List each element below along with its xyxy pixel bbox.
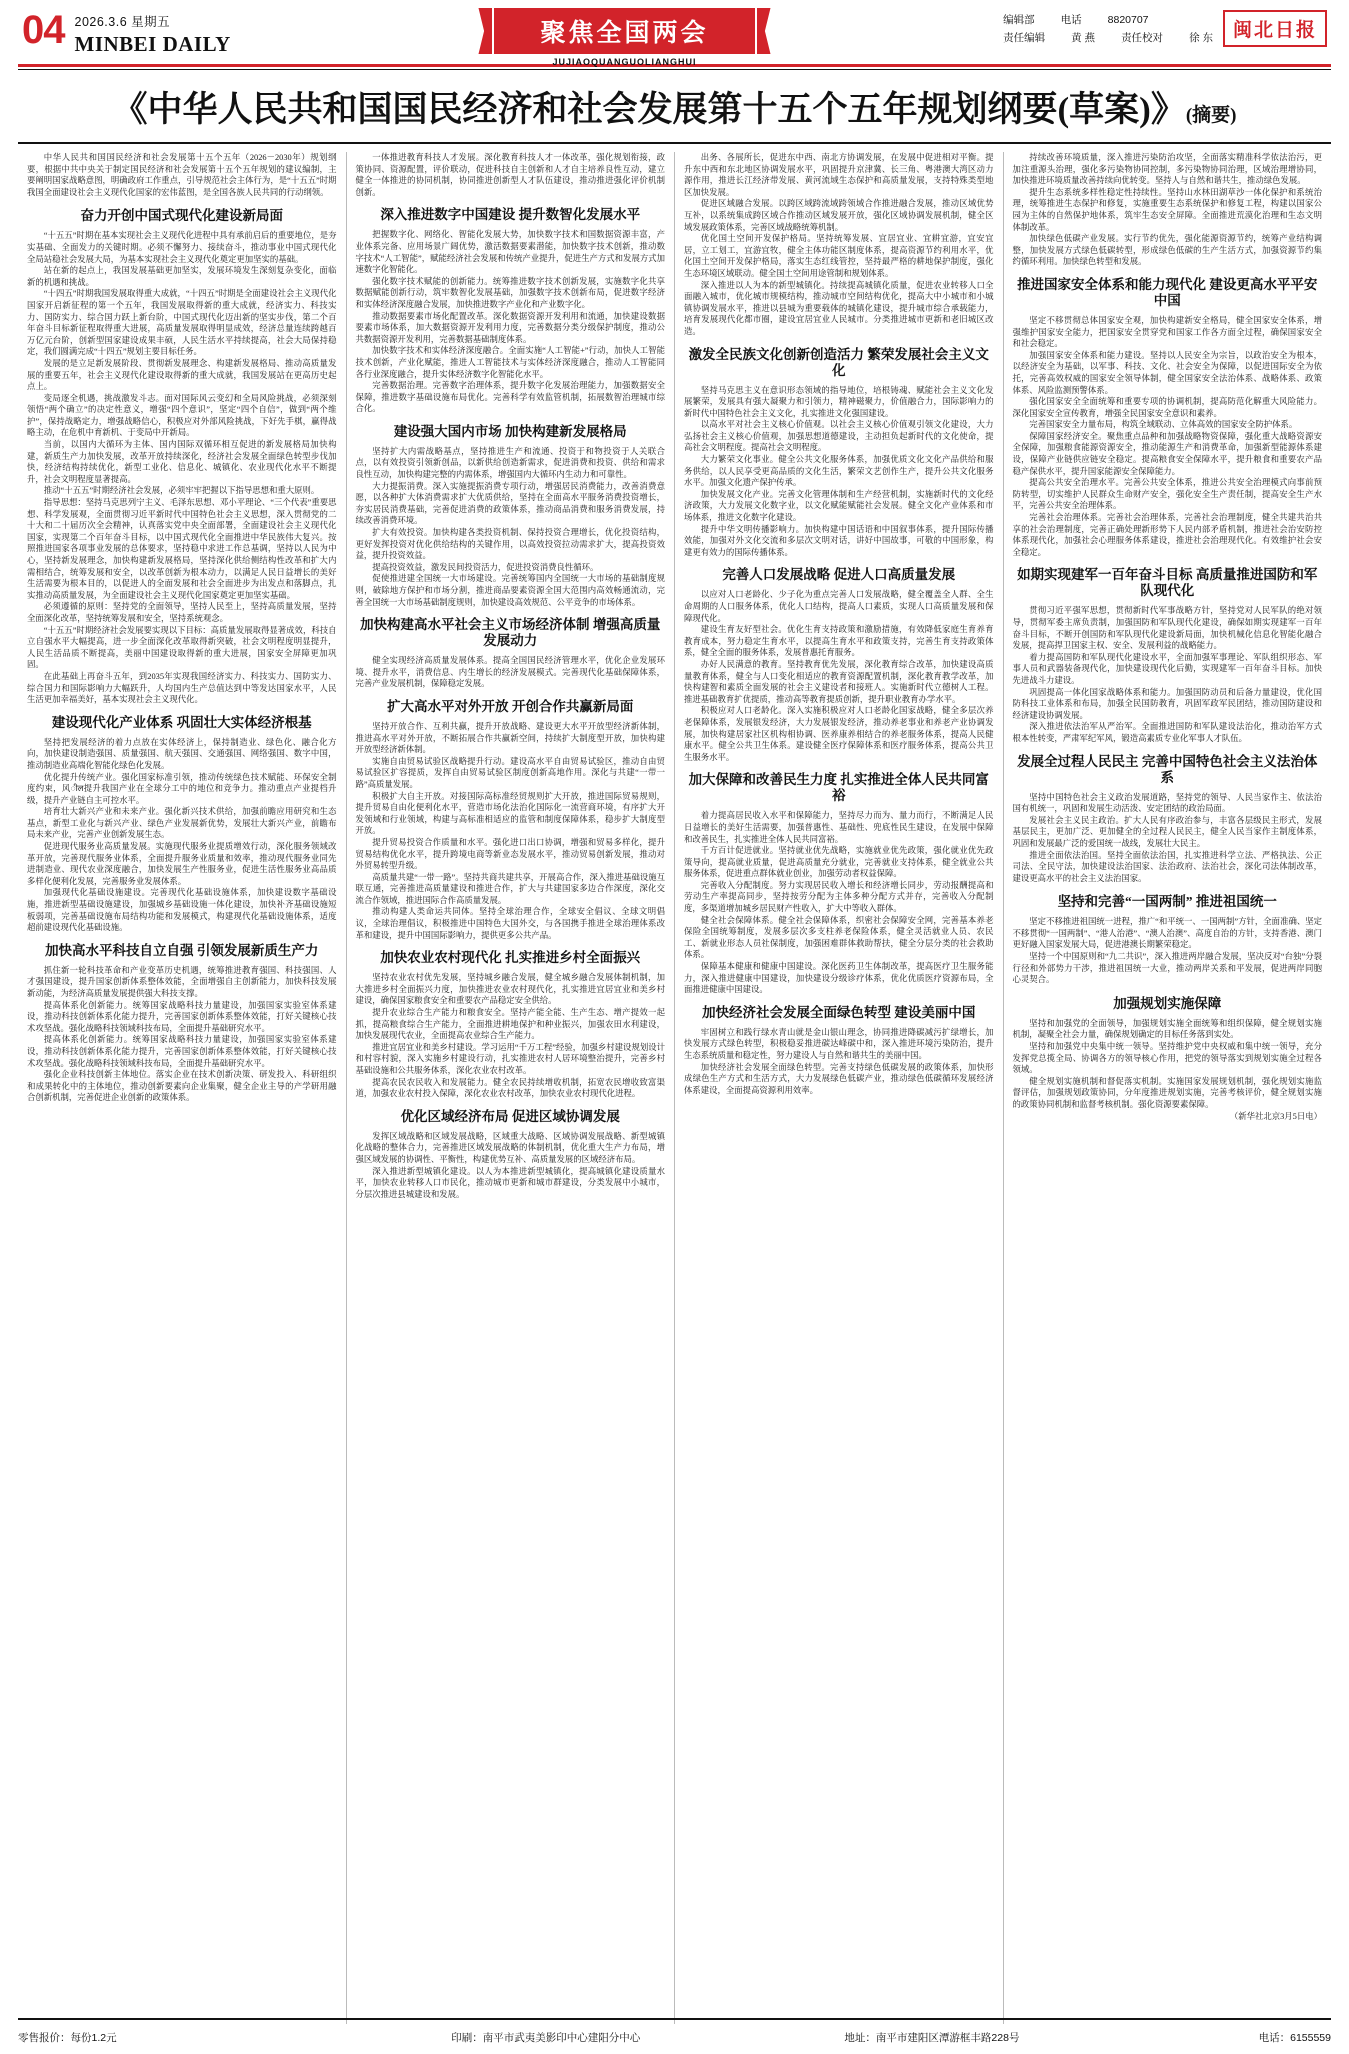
paragraph: 推动构建人类命运共同体。坚持全球治理合作，全球安全倡议、全球文明倡议，全球治理倡议，积极推进中国特色大国外交，与各国携手推进全球治理体系改革和建设，提升中国国际影响力，提供更多公共产品。 (355, 907, 665, 940)
paragraph: 坚持农业农村优先发展，坚持城乡融合发展，健全城乡融合发展体制机制，加大推进乡村全面振兴力度，加快推进农业农村现代化，扎实推进宜居宜业和美乡村建设，确保国家粮食安全和重要农产品稳定安全供给。 (355, 973, 665, 1006)
paragraph: 着力提高国防和军队现代化建设水平，全面加强军事理论、军队组织形态、军事人员和武器装备现代化，加快建设现代化后勤，实现建军一百年奋斗目标。加快先进战斗力建设。 (1012, 652, 1322, 685)
paragraph: 把握数字化、网络化、智能化发展大势，加快数字技术和国数据资源丰富，产业体系完备、应用场景广阔优势，激活数据要素潜能，加快数字技术创新，推动数字技术“人工智能”，赋能经济社会发展和传统产业提升，促进生产方式和发展方式加速数字化智能化。 (355, 230, 665, 275)
section-heading-8: 加快农业农村现代化 扎实推进乡村全面振兴 (380, 950, 641, 966)
footer-phone: 电话：6155559 (1258, 2031, 1331, 2044)
masthead-right (927, 10, 1327, 47)
paragraph: 完善数据治理。完善数字治理体系，提升数字化发展治理能力，加强数据安全保障，推进数字基础设施布局优化。完善科学有效监管机制，拓展数智治理城市综合化。 (355, 381, 665, 414)
paragraph: 着力提高居民收入水平和保障能力，坚持尽力而为、量力而行，不断满足人民日益增长的美好生活需要，加强普惠性、基础性、兜底性民生建设，在发展中保障和改善民生，扎实推进全体人民共同富裕。 (684, 811, 994, 844)
section-heading-13: 加快经济社会发展全面绿色转型 建设美丽中国 (702, 1004, 976, 1020)
column-1 (18, 152, 347, 2024)
paragraph: 以应对人口老龄化、少子化为重点完善人口发展战略，健全覆盖全人群、全生命周期的人口服务体系，优化人口结构，提高人口素质，实现人口高质量发展和保障现代化。 (684, 590, 994, 623)
footer-printing: 印刷：南平市武夷美影印中心建阳分中心 (451, 2031, 641, 2044)
section-heading-10: 激发全民族文化创新创造活力 繁荣发展社会主义文化 (688, 346, 989, 378)
paragraph: 千方百计促进就业。坚持就业优先战略，实施就业优先政策，强化就业优先政策导向，提高就业质量，促进高质量充分就业，完善就业支持体系，健全就业公共服务体系，促进重点群体就业创业，加强劳动者权益保障。 (684, 846, 994, 879)
column-4 (1004, 152, 1332, 2024)
phone-label: 电话 (1060, 14, 1082, 26)
paragraph: 贯彻习近平强军思想，贯彻新时代军事战略方针，坚持党对人民军队的绝对领导，贯彻军委主席负责制，加强国防和军队现代化建设，确保如期实现建军一百年奋斗目标，不断开创国防和军队现代化建设新局面，加快机械化信息化智能化融合发展，提高捍卫国家主权、安全、发展利益的战略能力。 (1012, 606, 1322, 651)
section-heading-14: 推进国家安全体系和能力现代化 建设更高水平平安中国 (1017, 276, 1318, 308)
closing-credit: （新华社北京3月5日电） (1229, 1111, 1322, 1121)
paragraph: 坚持和加强党的全面领导，加强规划实施全面统筹和组织保障，健全规划实施机制，凝聚全社会力量，确保规划确定的目标任务落到实处。 (1012, 1018, 1322, 1040)
paragraph: 牢固树立和践行绿水青山就是金山银山理念，协同推进降碳减污扩绿增长，加快发展方式绿色转型，积极稳妥推进碳达峰碳中和，深入推进环境污染防治，提升生态系统质量和稳定性，努力建设人与自然和谐共生的美丽中国。 (684, 1027, 994, 1060)
section-heading-16: 发展全过程人民民主 完善中国特色社会主义法治体系 (1017, 753, 1318, 785)
paragraph: 优化提升传统产业。强化国家标准引领，推动传统绿色技术赋能、环保安全制度约束，风ील提升我国产业在全球分工中的地位和竞争力。推动重点产业提档升级，提升产业链自主可控水平。 (27, 772, 337, 805)
section-heading-15: 如期实现建军一百年奋斗目标 高质量推进国防和军队现代化 (1017, 567, 1318, 599)
paragraph: 以高水平对社会主义核心价值观。以社会主义核心价值观引领文化建设，大力弘扬社会主义核心价值观，加强思想道德建设，主动担负起新时代的文化使命，提高社会文明程度。提高社会文明程度。 (684, 420, 994, 453)
paragraph: 提高体系化创新能力。统筹国家战略科技力量建设，加强国家实验室体系建设，推动科技创新体系化能力提升，完善国家创新体系整体效能，打好关键核心技术攻坚战。强化战略科技领域科技布局，全面提升基础研究水平。 (27, 1000, 337, 1033)
paragraph: 完善社会治理体系。完善社会治理体系，完善社会治理制度，健全共建共治共享的社会治理制度，完善正确处理新形势下人民内部矛盾机制，推进社会治安防控体系现代化，加强社会心理服务体系建设，推进社会治理现代化。有效维护社会安全稳定。 (1012, 513, 1322, 557)
paragraph: “十五五”时期经济社会发展要实现以下目标：高质量发展取得显著成效，科技自立自强水平大幅提高，进一步全面深化改革取得新突破，社会文明程度明显提升，人民生活品质不断提高，美丽中国建设取得新的重大进展，国家安全屏障更加巩固。 (27, 625, 337, 670)
section-heading-18: 加强规划实施保障 (1113, 995, 1222, 1011)
paragraph: 加强现代化基础设施建设。完善现代化基础设施体系，加快建设数字基础设施，推进新型基础设施建设，加强城乡基础设施一体化建设，加快补齐基础设施短板弱项，完善基础设施布局结构功能和发展模式，构建现代化基础设施体系，适度超前建设现代化基础设施。 (27, 888, 337, 933)
paragraph: 站在新的起点上，我国发展基础更加坚实，发展环境发生深刻复杂变化，面临新的机遇和挑战。 (27, 266, 337, 287)
section-heading-7: 扩大高水平对外开放 开创合作共赢新局面 (387, 698, 634, 714)
paragraph: 坚持一个中国原则和“九二共识”，深入推进两岸融合发展，坚决反对“台独”分裂行径和外部势力干涉，推进祖国统一大业，推动两岸关系和平发展，促进两岸同胞心灵契合。 (1012, 952, 1322, 985)
paragraph: 保障国家经济安全。聚焦重点品种和加强战略物资保障，强化重大战略资源安全保障，加强粮食能源资源安全，推动能源生产和消费革命，加强新型能源体系建设，保障产业链供应链安全稳定。提高粮食安全保障水平，提升粮食和重要农产品稳产保供水平，提升国家能源安全保障能力。 (1012, 431, 1322, 476)
publication-date: 2026.3.6 星期五 (74, 15, 171, 29)
paragraph: 促进区域融合发展。以跨区域跨流域跨领域合作推进融合发展，推动区域优势互补，以系统集成跨区域合作推动区域发展开放，强化区域协调发展机制，健全区域发展政策体系，完善区域战略统筹机制。 (684, 199, 994, 232)
paragraph: 完善收入分配制度。努力实现居民收入增长和经济增长同步，劳动报酬提高和劳动生产率提高同步，坚持按劳分配为主体多种分配方式并存，完善收入分配制度，多渠道增加城乡居民财产性收入，扩大中等收入群体。 (684, 880, 994, 914)
paragraph: 发挥区域战略和区域发展战略，区域重大战略、区域协调发展战略、新型城镇化战略的整体合力，完善推进区域发展战略的体制机制，优化重大生产力布局，增强区域发展的协调性、平衡性，构建优势互补、高质量发展的区域经济布局。 (355, 1131, 665, 1164)
editor-label: 编辑部 (1003, 14, 1035, 26)
paragraph: 强化数字技术赋能的创新能力。统筹推进数字技术创新发展，实施数字化共享数据赋能创新行动，筑牢数智化发展基础，加强数字技术创新布局，促进数字经济和实体经济深度融合发展，加快推进数字产业化和产业数字化。 (355, 276, 665, 309)
paragraph: 出务、各展所长，促进东中西、南北方协调发展，在发展中促进相对平衡。提升东中西和东北地区协调发展水平，巩固提升京津冀、长三角、粤港澳大湾区动力源作用，推进长江经济带发展、黄河流域生态保护和高质量发展，支持特殊类型地区加快发展。 (684, 153, 994, 197)
paragraph: 提升贸易投资合作质量和水平。强化进口出口协调，增强和贸易多样化，提升贸易结构优化水平，提升跨境电商等新业态发展水平，推动贸易创新发展，推动对外贸易转型升级。 (355, 837, 665, 871)
section-heading-9: 优化区域经济布局 促进区域协调发展 (400, 1108, 620, 1124)
section-heading-6: 加快构建高水平社会主义市场经济体制 增强高质量发展动力 (360, 617, 661, 649)
paragraph: 提高投资效益，激发民间投资活力，促进投资消费良性循环。 (372, 562, 599, 572)
paragraph: 变局逐全机遇，挑战激发斗志。面对国际风云变幻和全局风险挑战，必须深刻领悟“两个确立”的决定性意义，增强“四个意识”，坚定“四个自信”，做到“两个维护”，保持战略定力，增强战略信心，积极应对外部风险挑战，下好先手棋，赢得战略主动，在危机中育新机、于变局中开新局。 (27, 393, 337, 438)
paragraph: 建设生育友好型社会。优化生育支持政策和激励措施，有效降低家庭生育养育教育成本，努力稳定生育水平，以提高生育水平和政策支持，完善生育支持政策体系，健全全面的服务体系，发展普惠托育服务。 (684, 625, 994, 658)
paragraph: 大力繁荣文化事业。健全公共文化服务体系，加强优质文化文化产品供给和服务供给，以人民享受更高品质的文化生活，繁荣文艺创作生产，提升公共文化服务水平。加强文化遗产保护传承。 (684, 455, 994, 488)
paragraph: 持续改善环境质量，深入推进污染防治攻坚，全面落实精准科学依法治污，更加注重源头治理，强化多污染物协同控制，多污染物协同治理，区域治理增协同，加快推进环境质量改善持续向优转变。坚持人与自然和谐共生，推动绿色发展。 (1012, 153, 1322, 186)
paragraph: 加快经济社会发展全面绿色转型。完善支持绿色低碳发展的政策体系，加快形成绿色生产方式和生活方式，大力发展绿色低碳产业，推动绿色低碳循环发展经济体系建设，全面提高资源利用效率。 (684, 1062, 994, 1095)
paragraph: 提高农民农民收入和发展能力。健全农民持续增收机制，拓宽农民增收致富渠道，加强农业农村投入保障，深化农业农村改革，加快农业农村现代化进程。 (355, 1077, 665, 1099)
paragraph: 加强国家安全体系和能力建设。坚持以人民安全为宗旨，以政治安全为根本，以经济安全为基础，以军事、科技、文化、社会安全为保障，以促进国际安全为依托，完善高效权威的国家安全领导体制，健全国家安全法治体系、战略体系、政策体系、风险监测预警体系。 (1012, 350, 1322, 395)
masthead-left (22, 10, 322, 57)
paragraph: 健全规划实施机制和督促落实机制。实施国家发展规划机制，强化规划实施监督评估，加强规划政策协同，分年度推进规划实施，完善考核评价，健全规划实施的政策协同机制和监督考核机制。强化资源要素保障。 (1012, 1076, 1322, 1109)
paragraph: 当前，以国内大循环为主体、国内国际双循环相互促进的新发展格局加快构建，新质生产力加快发展，改革开放持续深化，经济社会发展全面绿色转型步伐加快，经济结构持续优化，新型工业化、信息化、城镇化、农业现代化水平不断提升，社会文明程度显著提高。 (27, 440, 337, 484)
section-banner: 聚焦全国两会 (494, 8, 754, 54)
paragraph: 推进宜居宜业和美乡村建设。学习运用“千万工程”经验，加强乡村建设规划设计和村容村貌，深入实施乡村建设行动，扎实推进农村人居环境整治提升，完善乡村基础设施和公共服务体系，深化农业农村改革。 (355, 1042, 665, 1075)
paragraph: 加快数字技术和实体经济深度融合。全面实施“人工智能+”行动，加快人工智能技术创新，产业化赋能，推进人工智能技术与实体经济深度融合，推动人工智能同各行业深度融合，提升实体经济数字化智能化水平。 (355, 346, 665, 379)
paragraph: 健全实现经济高质量发展体系。提高全国国民经济管理水平，优化企业发展环境、提升水平，消费信息、内生增长的经济发展模式。完善现代化基础保障体系，完善产业发展机制，保障稳定发展。 (355, 656, 665, 689)
paragraph: 提高体系化创新能力。统筹国家战略科技力量建设，加强国家实验室体系建设，推动科技创新体系化能力提升，完善国家创新体系整体效能，打好关键核心技术攻坚战。强化战略科技领域科技布局，全面提升基础研究水平。 (27, 1035, 337, 1068)
phone-value: 8820707 (1107, 14, 1149, 26)
paragraph: 优化国土空间开发保护格局。坚持统筹发展、宜居宜业、宜耕宜游，宜安宜居，立工划工，宜游宜牧，健全主体功能区制度体系，提高资源节约利用水平，优化国土空间开发保护格局，落实生态红线管控，坚持最严格的耕地保护制度，强化生态环境区域联动。健全国土空间用途管制和规划体系。 (684, 234, 994, 278)
paragraph: 坚持扩大内需战略基点，坚持推进生产和流通、投资于和物投资于人关联合点，以有效投资引领新创品，以新供给创造新需求，促进消费和投资、供给和需求良性互动，加快构建完整的内需体系，增强国内大循环内生动力和可靠性。 (355, 446, 665, 480)
paragraph: 推进全面依法治国。坚持全面依法治国，扎实推进科学立法、严格执法、公正司法、全民守法，加快建设法治国家、法治政府、法治社会，深化司法体制改革，建设更高水平的社会主义法治国家。 (1012, 850, 1322, 883)
paragraph: 强化企业科技创新主体地位。落实企业在技术创新决策、研发投入、科研组织和成果转化中的主体地位，推动创新要素向企业集聚，健全企业主导的产学研用融合创新机制，完善促进企业创新的政策体系。 (27, 1070, 337, 1103)
paragraph: 抓住新一轮科技革命和产业变革历史机遇，统筹推进教育强国、科技强国、人才强国建设，提升国家创新体系整体效能，全面增强自主创新能力，加快科技发展新动能，为经济高质量发展提供强大科技支撑。 (27, 965, 337, 998)
section-heading-11: 完善人口发展战略 促进人口高质量发展 (722, 567, 956, 583)
column-2 (347, 152, 676, 2024)
paragraph: 深入推进以人为本的新型城镇化。持续提高城镇化质量，促进农业转移人口全面融入城市，优化城市规模结构，推动城市空间结构优化，提高大中小城市和小城镇协调发展水平，推进以县城为重要载体的城镇化建设，提升城市综合承载能力，培育发展现代化都市圈，建设宜居宜业人民城市。分类推进城市更新和老旧城区改造。 (684, 280, 994, 336)
paragraph: 积极扩大自主开放。对接国际高标准经贸规则扩大开放，推进国际贸易规则，提升贸易自由化便利化水平，营造市场化法治化国际化一流营商环境，有序扩大开发领域和行业领域，构建与高标准相适应的监管和制度保障体系，稳步扩大制度型开放。 (355, 791, 665, 836)
section-heading-3: 加快高水平科技自立自强 引领发展新质生产力 (45, 942, 319, 958)
paragraph: 实施自由贸易试验区战略提升行动。建设高水平自由贸易试验区，推动自由贸易试验区扩容提质，发挥自由贸易试验区制度创新高地作用。深化与共建“一带一路”高质量发展。 (355, 756, 665, 789)
paragraph: 推动数据要素市场化配置改革。深化数据资源开发利用和流通，加快建设数据要素市场体系，加大数据资源开发利用力度，完善数据分类分级保护制度，推动公共数据资源开发利用，完善数据基础制度体系。 (355, 311, 665, 344)
article-columns (0, 144, 1349, 2024)
paragraph: 健全社会保障体系。健全社会保障体系，织密社会保障安全网，完善基本养老保险全国统筹制度，发展多层次多支柱养老保险体系，健全灵活就业人员、农民工、新就业形态人员社保制度，加强困难群体救助帮扶，健全分层分类的社会救助体系。 (684, 915, 994, 960)
paper-english-name: MINBEI DAILY (74, 32, 231, 56)
section-heading-2: 建设现代化产业体系 巩固壮大实体经济根基 (51, 714, 312, 730)
paragraph: 提升中华文明传播影响力。加快构建中国话语和中国叙事体系，提升国际传播效能，加强对外文化交流和多层次文明对话，讲好中国故事，可敬的中国形象，构建更有效力的国际传播体系。 (684, 524, 994, 557)
paragraph: 巩固提高一体化国家战略体系和能力。加强国防动员和后备力量建设，优化国防科技工业体系和布局，加强全民国防教育，巩固军政军民团结，推动国防建设和经济建设协调发展。 (1012, 687, 1322, 720)
headline-area (0, 70, 1349, 138)
section-heading-12: 加大保障和改善民生力度 扎实推进全体人民共同富裕 (688, 772, 989, 804)
paragraph: 加快绿色低碳产业发展。实行节约优先，强化能源资源节约，统筹产业结构调整，加快发展方式绿色低碳转型，形成绿色低碳的生产生活方式，加强资源节约集约循环利用。加快绿色转型和发展。 (1012, 234, 1322, 267)
paragraph: 高质量共建“一带一路”。坚持共商共建共享，开展高合作，深入推进基础设施互联互通，完善推进高质量建设和推进合作，扩大与共建国家多边合作深度，深化交流合作领域，推进国际合作高质量发展。 (355, 872, 665, 905)
paragraph: 积极应对人口老龄化。深入实施积极应对人口老龄化国家战略，健全多层次养老保障体系，发展银发经济，大力发展银发经济，推动养老事业和养老产业协调发展，加快构建居家社区机构相协调、医养康养相结合的养老服务体系，提高人民健康水平。健全公共卫生体系。建设健全医疗保障体系和医疗服务体系，提高公共卫生服务水平。 (684, 706, 994, 762)
section-banner-pinyin: JUJIAOQUANGUOLIANGHUI (552, 57, 697, 67)
paragraph: “十五五”时期在基本实现社会主义现代化进程中具有承前启后的重要地位，是夯实基础、全面发力的关键时期。必须不懈努力、接续奋斗，推动事业中国式现代化全局站稳社会发展大局，为基本实现社会主义现代化奠定更加坚实的基础。 (27, 231, 337, 264)
page-title (14, 82, 1335, 132)
paragraph: 保障基本健康和健康中国建设。深化医药卫生体制改革，提高医疗卫生服务能力，深入推进健康中国建设，加快建设分级诊疗体系，优化优质医疗资源布局，全面推进健康中国建设。 (684, 962, 994, 995)
paragraph: 促进现代服务业高质量发展。实施现代服务业提质增效行动，深化服务领域改革开放，完善现代服务业体系，全面提升服务业质量和效率，推动现代服务业同先进制造业、现代农业深度融合，加快发展生产性服务业，促进生活性服务业高品质多样化便利化发展，完善服务业发展体系。 (27, 842, 337, 886)
section-heading-4: 深入推进数字中国建设 提升数智化发展水平 (380, 207, 641, 223)
paragraph: 坚持马克思主义在意识形态领域的指导地位，培根铸魂、赋能社会主义文化发展繁荣，发展具有强大凝聚力和引领力，精神磁聚力，价值融合力，国际影响力的新时代中国特色社会主义文化，扎实推进文化强国建设。 (684, 385, 994, 418)
paragraph: 坚定不移推进祖国统一进程，推广“和平统一、一国两制”方针，全面准确、坚定不移贯彻“一国两制”、“港人治港”、“澳人治澳”、高度自治的方针，支持香港、澳门更好融入国家发展大局，促进港澳长期繁荣稳定。 (1012, 917, 1322, 950)
paragraph: 必须遵循的原则：坚持党的全面领导，坚持人民至上，坚持高质量发展，坚持全面深化改革，坚持统筹发展和安全，坚持系统观念。 (27, 602, 337, 623)
paragraph: “十四五”时期我国发展取得重大成就，“十四五”时期是全面建设社会主义现代化国家开启新征程的第一个五年，我国发展取得新的重大成就，经济实力、科技实力、国防实力、综合国力跃上新台阶，中国式现代化迈出新的坚实步伐，第二个百年奋斗目标新征程取得重大进展，高质量发展取得明显成效，经济总量连续跨越百万亿元台阶，创新型国家建设成果丰硕，人民生活水平持续提高，社会大局保持稳定，我们圆满完成“十四五”规划主要目标任务。 (27, 289, 337, 357)
section-heading-1: 奋力开创中国式现代化建设新局面 (80, 208, 283, 224)
masthead-center (322, 8, 927, 67)
paragraph: 深入推进依法治军从严治军。全面推进国防和军队建设法治化，推动治军方式根本性转变，严肃军纪军风，锻造高素质专业化军事人才队伍。 (1012, 722, 1322, 743)
paragraph: 扩大有效投资。加快构建各类投资机制、保持投资合理增长，优化投资结构，更好发挥投资对优化供给结构的关键作用，以高效投资拉动需求扩大，提高投资效益，提升投资效益。 (355, 528, 665, 561)
paragraph: 坚持和加强党中央集中统一领导。坚持维护党中央权威和集中统一领导，充分发挥党总揽全局、协调各方的领导核心作用，把党的领导落实到规划实施全过程各领域。 (1012, 1042, 1322, 1075)
paper-logo: 闽北日报 (1223, 10, 1327, 47)
page-footer (18, 2018, 1331, 2054)
paragraph: 强化国家安全全面统筹和重要专项的协调机制，提高防范化解重大风险能力。深化国家安全宣传教育，增强全民国家安全意识和素养。 (1012, 397, 1322, 418)
headline-main: 《中华人民共和国国民经济和社会发展第十五个五年规划纲要(草案)》 (112, 90, 1186, 129)
paragraph: 在此基础上再奋斗五年，到2035年实现我国经济实力、科技实力、国防实力、综合国力和国际影响力大幅跃升，人均国内生产总值达到中等发达国家水平，人民生活更加幸福美好，基本实现社会主义现代化。 (27, 671, 337, 705)
proofreader-label: 责任校对 (1121, 32, 1164, 44)
paragraph: 加快发展文化产业。完善文化管理体制和生产经营机制，实施新时代的文化经济政策，大力发展文化数字业，以文化赋能赋能社会发展。健全文化产业体系和市场体系，推进文化数字化建设。 (684, 489, 994, 523)
paragraph: 深入推进新型城镇化建设。以人为本推进新型城镇化，提高城镇化建设质量水平，加快农业转移人口市民化，推动城市更新和城市群建设，分类发展中小城市，分层次推进县城建设和发展。 (355, 1166, 665, 1199)
paragraph: 推动“十五五”时期经济社会发展，必须牢牢把握以下指导思想和重大原则。 (43, 486, 320, 496)
footer-address: 地址：南平市建阳区潭游框丰路228号 (844, 2031, 1020, 2044)
section-heading-17: 坚持和完善“一国两制” 推进祖国统一 (1057, 894, 1277, 910)
column-3 (675, 152, 1004, 2024)
duty-editor-label: 责任编辑 (1003, 32, 1046, 44)
paragraph: 中华人民共和国国民经济和社会发展第十五个五年（2026－2030年）规划纲要，根据中共中央关于制定国民经济和社会发展第十五个五年规划的建议编制，主要阐明国家战略意图，明确政府工作重点，引导规范社会主体行为，是“十五五”时期我国全面建设社会主义现代化国家的宏伟蓝图，是全国各族人民共同的行动纲领。 (27, 153, 337, 197)
paragraph: 提升农业综合生产能力和粮食安全。坚持产能全能、生产生态、增产提效一起抓，提高粮食综合生产能力，全面推进耕地保护和种业振兴，加强农田水利建设，加快发展现代农业，全面提高农业综合生产能力。 (355, 1008, 665, 1041)
paragraph: 发展的是立足新发展阶段、贯彻新发展理念、构建新发展格局、推动高质量发展的重要五年，社会主义现代化建设取得新的重大成就，我国发展站在更高历史起点上。 (27, 358, 337, 392)
paragraph: 指导思想：坚持马克思列宁主义、毛泽东思想、邓小平理论、“三个代表”重要思想、科学发展观，全面贯彻习近平新时代中国特色社会主义思想，深入贯彻党的二十大和二十届历次全会精神，认真落实党中央全面部署，全面建设社会主义现代化国家，实现第二个百年奋斗目标，以中国式现代化全面推进中华民族伟大复兴。按照推进国家各项事业发展的总体要求，坚持稳中求进工作总基调，坚持以人民为中心，坚持新发展理念，加快构建新发展格局，坚持深化供给侧结构性改革和扩大内需相结合，统筹发展和安全，以改革创新为根本动力，以满足人民日益增长的美好生活需要为根本目的，以促进人的全面发展和社会全面进步为出发点和落脚点，扎实推动高质量发展，为全面建设社会主义现代化国家奠定更加坚实基础。 (27, 498, 337, 600)
paragraph: 提升生态系统多样性稳定性持续性。坚持山水林田湖草沙一体化保护和系统治理，统筹推进生态保护和修复，实施重要生态系统保护和修复工程，构建以国家公园为主体的自然保护地体系，筑牢生态安全屏障。全面推进荒漠化治理和生态文明体制改革。 (1012, 187, 1322, 232)
paragraph: 坚持中国特色社会主义政治发展道路，坚持党的领导、人民当家作主、依法治国有机统一，巩固和发展生动活泼、安定团结的政治局面。 (1012, 792, 1322, 814)
paragraph: 发展社会主义民主政治。扩大人民有序政治参与，丰富各层级民主形式，发展基层民主，更加广泛、更加健全的全过程人民民主，健全人民当家作主制度体系，巩固和发展最广泛的爱国统一战线，发展壮大民主。 (1012, 815, 1322, 848)
masthead (0, 0, 1349, 67)
duty-editor-value: 黄 燕 (1071, 32, 1096, 44)
paragraph: 坚定不移贯彻总体国家安全观，加快构建新安全格局，健全国家安全体系，增强维护国家安全能力，把国家安全贯穿党和国家工作各方面全过程，确保国家安全和社会稳定。 (1012, 315, 1322, 349)
proofreader-value: 徐 东 (1189, 32, 1213, 44)
page-number: 04 (22, 8, 65, 52)
paragraph: 坚持把发展经济的着力点放在实体经济上，保持制造业、绿色化、融合化方向，加快建设制造强国、质量强国、航天强国、交通强国、网络强国、数字中国，推动制造业高端化智能化绿色化发展。 (27, 737, 337, 770)
section-heading-5: 建设强大国内市场 加快构建新发展格局 (393, 423, 627, 439)
paragraph: 提高公共安全治理水平。完善公共安全体系，推进公共安全治理模式向事前预防转型，切实维护人民群众生命财产安全，强化安全生产责任制，提高安全生产水平，完善公共安全治理体系。 (1012, 478, 1322, 511)
paragraph: 完善国家安全力量布局，构筑全域联动、立体高效的国家安全防护体系。 (1029, 420, 1298, 430)
paragraph: 办好人民满意的教育。坚持教育优先发展，深化教育综合改革，加快建设高质量教育体系，健全与人口变化相适应的教育资源配置机制，深化教育教学改革，加快构建智和素质全面发展的社会主义建设者和接班人。实施新时代立德树人工程。推进基础教育扩优提质，推动高等教育提质创新，提升职业教育办学水平。 (684, 659, 994, 704)
paragraph: 坚持开放合作、互利共赢，提升开放战略、建设更大水平开放型经济新体制，推进高水平对外开放，不断拓展合作共赢新空间，持续扩大制度型开放，加快构建开放型经济新体制。 (355, 721, 665, 755)
paragraph: 促使推进建全国统一大市场建设。完善统筹国内全国统一大市场的基础制度规则，破除地方保护和市场分割，推进商品要素资源全国大范围内高效畅通流动，完善全国统一大市场基础制度规则，加快建设高效规范、公平竞争的市场体系。 (355, 574, 665, 607)
paragraph: 一体推进教育科技人才发展。深化教育科技人才一体改革，强化规划衔接，政策协同、资源配置，评价联动，促进科技自主创新和人才自主培养良性互动，建立健全一体推进的协同机制，协同推进创新型人才队伍建设，推动推进强化评价机制创新。 (355, 153, 665, 197)
headline-suffix: (摘要) (1185, 105, 1237, 126)
footer-price: 零售报价：每份1.2元 (18, 2031, 117, 2044)
paragraph: 培育壮大新兴产业和未来产业。强化新兴技术供给，加强前瞻应用研究和生态基点，新型工业化与新兴产业、绿色产业发展新优势，发展壮大新兴产业，前瞻布局未来产业，完善产业创新发展生态。 (27, 807, 337, 840)
paragraph: 大力提振消费。深入实施提振消费专项行动，增强居民消费能力，改善消费意愿，以各种扩大体消费需求扩大优质供给，坚持在全面高水平服务消费投资增长，夯实居民消费基础，完善促进消费的政策体系，推动商品消费和服务消费发展，持续改善消费环境。 (355, 481, 665, 526)
